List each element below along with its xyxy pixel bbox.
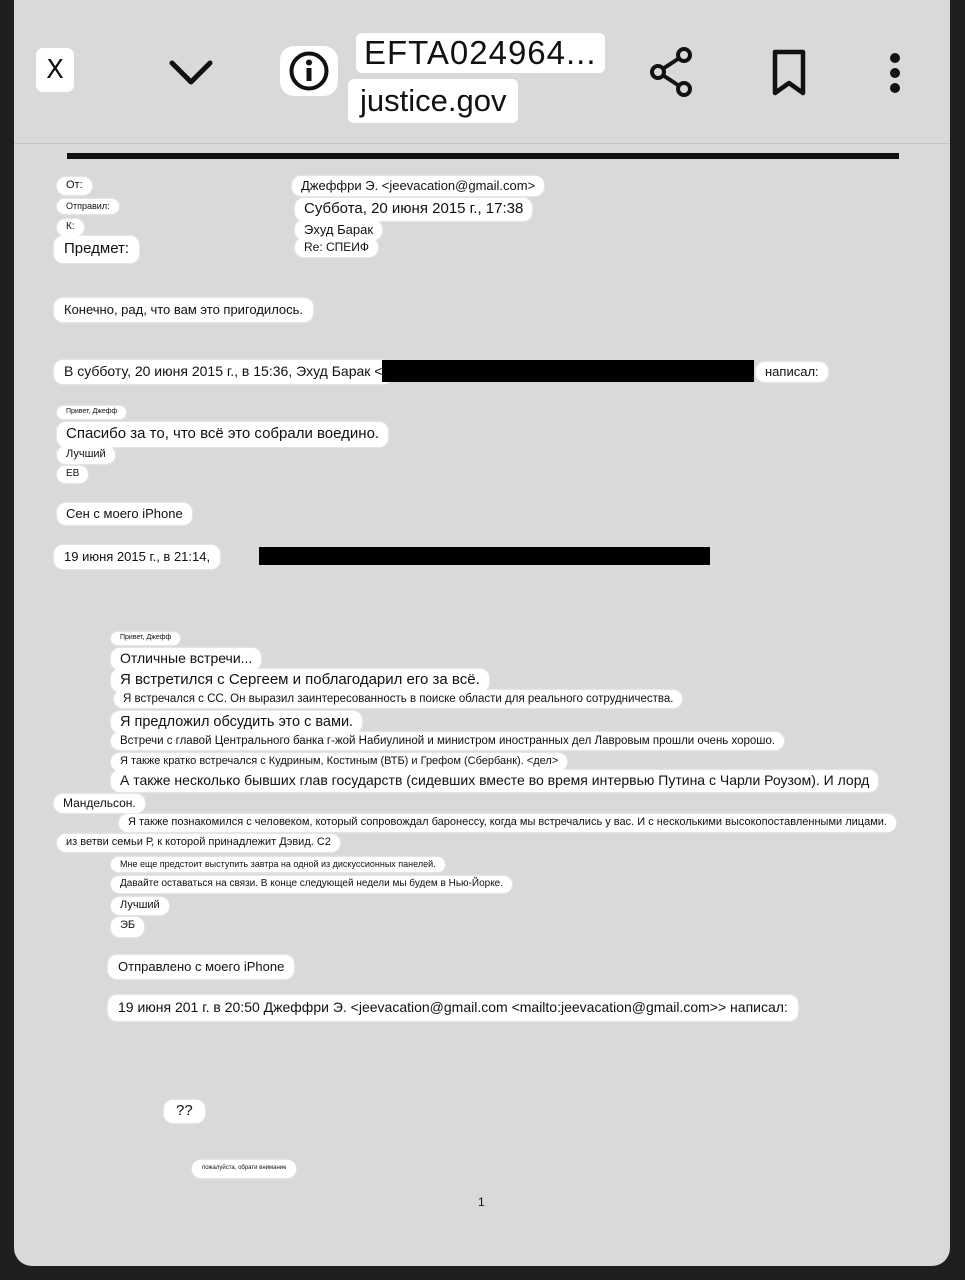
to-value: Эхуд Барак [295, 220, 382, 240]
chevron-down-icon [168, 57, 214, 87]
sent-value: Суббота, 20 июня 2015 г., 17:38 [295, 198, 532, 221]
subject-value: Re: СПЕИФ [295, 238, 378, 257]
document-title[interactable]: EFTA024964... [356, 33, 605, 73]
message-line: Я встречался с СС. Он выразил заинтересованность в поиске области для реального сотрудничества. [114, 690, 682, 708]
message-initials: ЭБ [111, 917, 144, 937]
to-label: К: [57, 219, 84, 236]
quote2-header: 19 июня 2015 г., в 21:14, [54, 545, 220, 569]
share-icon [646, 46, 696, 98]
viewer-toolbar [14, 0, 950, 144]
subject-label: Предмет: [54, 236, 139, 263]
from-label: От: [57, 177, 92, 195]
quote3-header: 19 июня 201 г. в 20:50 Джеффри Э. <jeevacation@gmail.com <mailto:jeevacation@gmail.com>> написал: [108, 995, 798, 1021]
quote1-line: Спасибо за то, что всё это собрали воедино. [57, 422, 388, 447]
page-number: 1 [478, 1195, 485, 1209]
bookmark-icon [770, 48, 808, 98]
close-button[interactable] [36, 48, 74, 92]
bookmark-button[interactable] [766, 46, 812, 100]
message-signoff: Лучший [111, 897, 169, 915]
message-line: Отличные встречи... [111, 648, 261, 670]
message-line: Встречи с главой Центрального банка г-жой Набиулиной и министром иностранных дел Лавровым прошли очень хорошо. [111, 732, 784, 750]
sent-from-iphone-1: Сен с моего iPhone [57, 503, 192, 525]
reply-text: Конечно, рад, что вам это пригодилось. [54, 298, 313, 322]
header-divider [67, 153, 899, 159]
site-info-button[interactable] [280, 46, 338, 96]
handwritten-note: пожалуйста, обрати внимание [192, 1160, 296, 1178]
redacted-email-2 [259, 547, 710, 565]
more-options-button[interactable] [880, 46, 910, 100]
sent-label: Отправил: [57, 199, 119, 214]
quote1-signoff: Лучший [57, 446, 115, 464]
message-line: Я также познакомился с человеком, который сопровождал баронессу, когда мы встречались у вас. И с несколькими высокопоставленными лицами. [119, 814, 896, 832]
close-icon: X [46, 55, 64, 85]
message-line: Мандельсон. [54, 794, 145, 813]
message-line: Я также кратко встречался с Кудриным, Костиным (ВТБ) и Грефом (Сбербанк). <дел> [111, 753, 567, 771]
sent-from-iphone-2: Отправлено с моего iPhone [108, 955, 294, 979]
message-line: Мне еще предстоит выступить завтра на одной из дискуссионных панелей. [111, 857, 445, 872]
message-line: Я встретился с Сергеем и поблагодарил его за всё. [111, 669, 489, 692]
info-icon [288, 50, 330, 92]
quote1-wrote: написал: [756, 362, 828, 382]
quote1-initials: ЕВ [57, 466, 88, 483]
message-line: Давайте оставаться на связи. В конце следующей недели мы будем в Нью-Йорке. [111, 876, 512, 893]
message-line: А также несколько бывших глав государств (сидевших вместе во время интервью Путина с Чарли Роузом). И лорд [111, 770, 878, 792]
message-line: Я предложил обсудить это с вами. [111, 711, 362, 733]
handwritten-mark: ?? [164, 1100, 205, 1123]
from-value: Джеффри Э. <jeevacation@gmail.com> [292, 176, 544, 196]
redacted-email-1 [382, 360, 754, 382]
message-greeting: Привет, Джефф [111, 632, 180, 645]
document-viewer [14, 0, 950, 1266]
chevron-down-button[interactable] [164, 48, 218, 96]
domain-label[interactable]: justice.gov [348, 79, 518, 123]
quote1-greeting: Привет, Джефф [57, 406, 126, 419]
more-vert-icon [888, 51, 902, 95]
share-button[interactable] [644, 44, 698, 100]
message-line: из ветви семьи Р, к которой принадлежит Дэвид. С2 [57, 834, 340, 852]
quote1-header: В субботу, 20 июня 2015 г., в 15:36, Эхуд Барак < [54, 360, 392, 384]
